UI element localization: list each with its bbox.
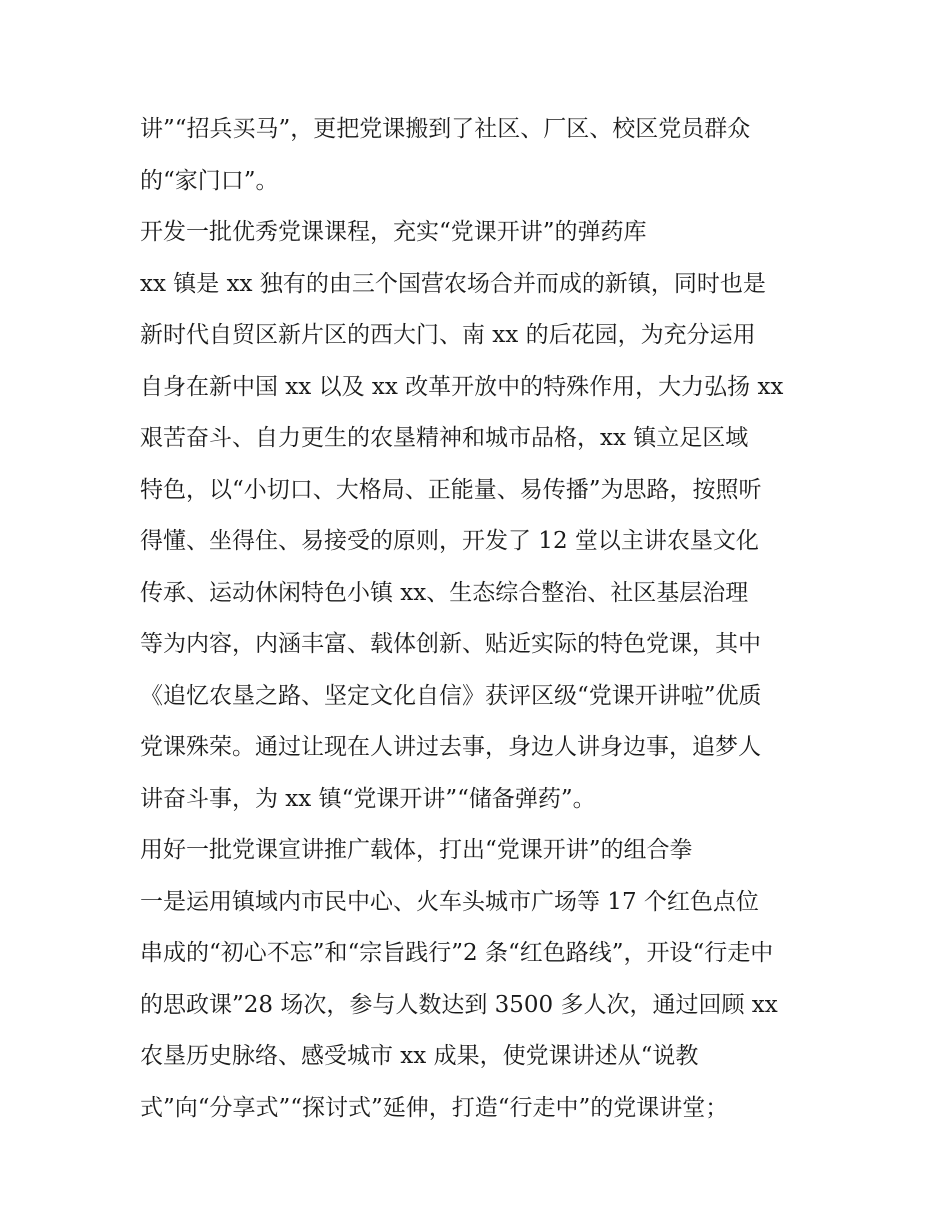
text-line: xx 镇是 xx 独有的由三个国营农场合并而成的新镇，同时也是 [140, 270, 766, 297]
text-line: 得懂、坐得住、易接受的原则，开发了 12 堂以主讲农垦文化 [140, 528, 759, 554]
text-line: 特色，以“小切口、大格局、正能量、易传播”为思路，按照听 [140, 476, 762, 503]
text-line: 艰苦奋斗、自力更生的农垦精神和城市品格，xx 镇立足区域 [140, 425, 749, 451]
text-line: 自身在新中国 xx 以及 xx 改革开放中的特殊作用，大力弘扬 xx [140, 373, 784, 400]
section-heading: 用好一批党课宣讲推广载体，打出“党课开讲”的组合拳 [140, 837, 693, 863]
text-line: 传承、运动休闲特色小镇 xx、生态综合整治、社区基层治理 [140, 579, 749, 606]
text-line: 式”向“分享式”“探讨式”延伸，打造“行走中”的党课讲堂； [140, 1094, 729, 1121]
text-line: 的思政课”28 场次，参与人数达到 3500 多人次，通过回顾 xx [140, 991, 778, 1018]
text-line: 农垦历史脉络、感受城市 xx 成果，使党课讲述从“说教 [140, 1043, 699, 1069]
body-text [140, 104, 820, 1134]
text-line: 等为内容，内涵丰富、载体创新、贴近实际的特色党课，其中 [140, 631, 761, 657]
text-line: 串成的“初心不忘”和“宗旨践行”2 条“红色路线”，开设“行走中 [140, 940, 774, 966]
text-line: 一是运用镇域内市民中心、火车头城市广场等 17 个红色点位 [140, 888, 759, 915]
section-heading: 开发一批优秀党课课程，充实“党课开讲”的弹药库 [140, 219, 647, 245]
text-line: 讲奋斗事，为 xx 镇“党课开讲”“储备弹药”。 [140, 785, 596, 812]
text-line: 《追忆农垦之路、坚定文化自信》获评区级“党课开讲啦”优质 [140, 682, 762, 709]
text-line: 的“家门口”。 [140, 167, 279, 194]
text-line: 党课殊荣。通过让现在人讲过去事，身边人讲身边事，追梦人 [140, 734, 761, 760]
text-line: 新时代自贸区新片区的西大门、南 xx 的后花园，为充分运用 [140, 322, 756, 348]
text-line: 讲”“招兵买马”，更把党课搬到了社区、厂区、校区党员群众 [140, 116, 751, 142]
